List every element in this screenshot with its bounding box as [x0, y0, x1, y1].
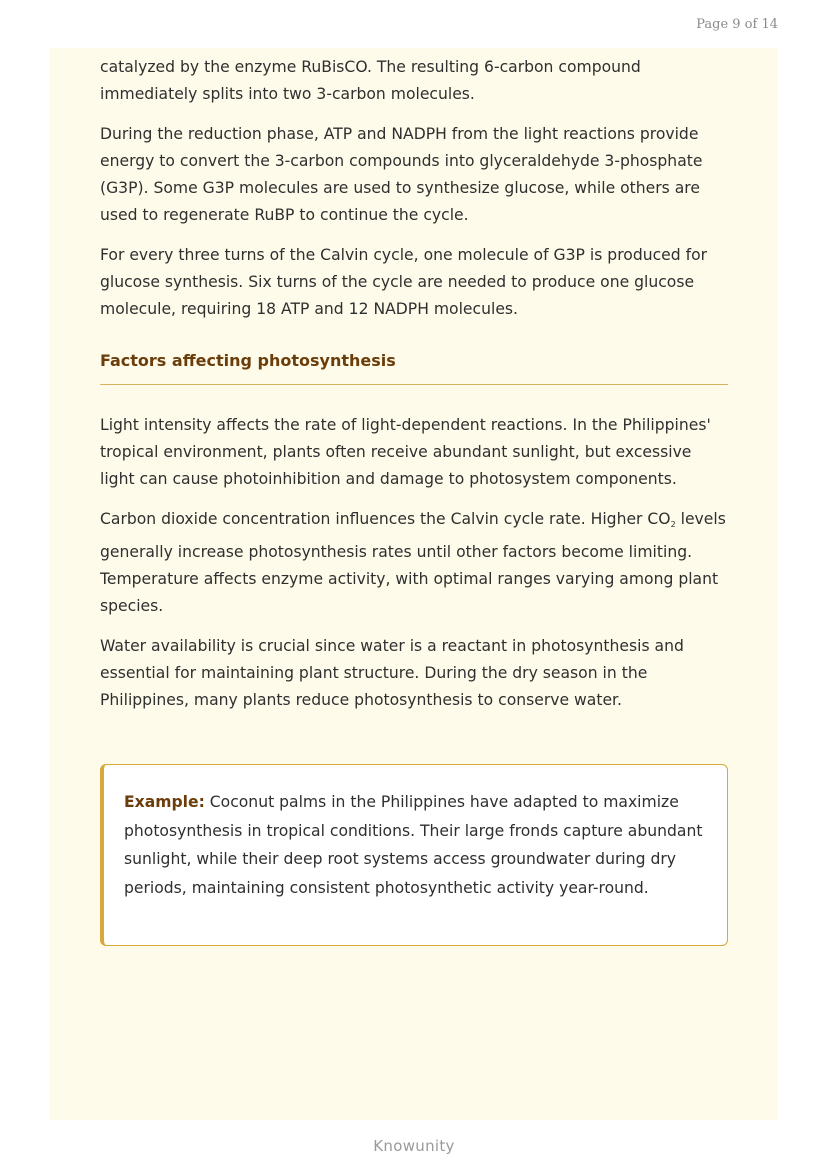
content-column: [100, 54, 728, 727]
example-label: Example:: [124, 793, 205, 811]
paragraph-reduction-phase: During the reduction phase, ATP and NADPH from the light reactions provide energy to convert the 3-carbon compounds into glyceraldehyde 3-phosphate (G3P). Some G3P molecules are used to synthesize glucose, while others are used to regenerate RuBP to continue the cycle.: [100, 125, 703, 224]
content-sheet: [50, 48, 778, 1120]
co2-text-start: Carbon dioxide concentration influences the Calvin cycle rate. Higher CO: [100, 510, 671, 529]
paragraph-carbon-dioxide: [100, 506, 728, 619]
co2-subscript: 2: [670, 520, 676, 530]
example-text: Coconut palms in the Philippines have adapted to maximize photosynthesis in tropical conditions. Their large fronds capture abundant sunlight, while their deep root systems access groundwater during dry periods, maintaining consistent photosynthetic activity year-round.: [124, 793, 703, 897]
paragraph-light-intensity: Light intensity affects the rate of light-dependent reactions. In the Philippines' tropical environment, plants often receive abundant sunlight, but excessive light can cause photoinhibition and damage to photosystem components.: [100, 416, 711, 488]
paragraph-calvin-turns: For every three turns of the Calvin cycle, one molecule of G3P is produced for glucose synthesis. Six turns of the cycle are needed to produce one glucose molecule, requiring 18 ATP and 12 NADPH molecules.: [100, 246, 708, 318]
page-number: Page 9 of 14: [696, 17, 778, 32]
paragraph-water-availability: Water availability is crucial since water is a reactant in photosynthesis and essential for maintaining plant structure. During the dry season in the Philippines, many plants reduce photosynthesis to conserve water.: [100, 637, 684, 709]
section-heading: Factors affecting photosynthesis: [100, 351, 396, 371]
heading-divider: [100, 384, 728, 385]
example-callout: [100, 764, 728, 946]
example-paragraph: [124, 788, 703, 902]
paragraph-calvin-fixation: catalyzed by the enzyme RuBisCO. The resulting 6-carbon compound immediately splits into two 3-carbon molecules.: [100, 58, 641, 103]
footer-brand: Knowunity: [373, 1137, 455, 1155]
co2-text-end: levels generally increase photosynthesis rates until other factors become limiting. Temperature affects enzyme activity, with optimal ranges varying among plant species.: [100, 510, 726, 615]
